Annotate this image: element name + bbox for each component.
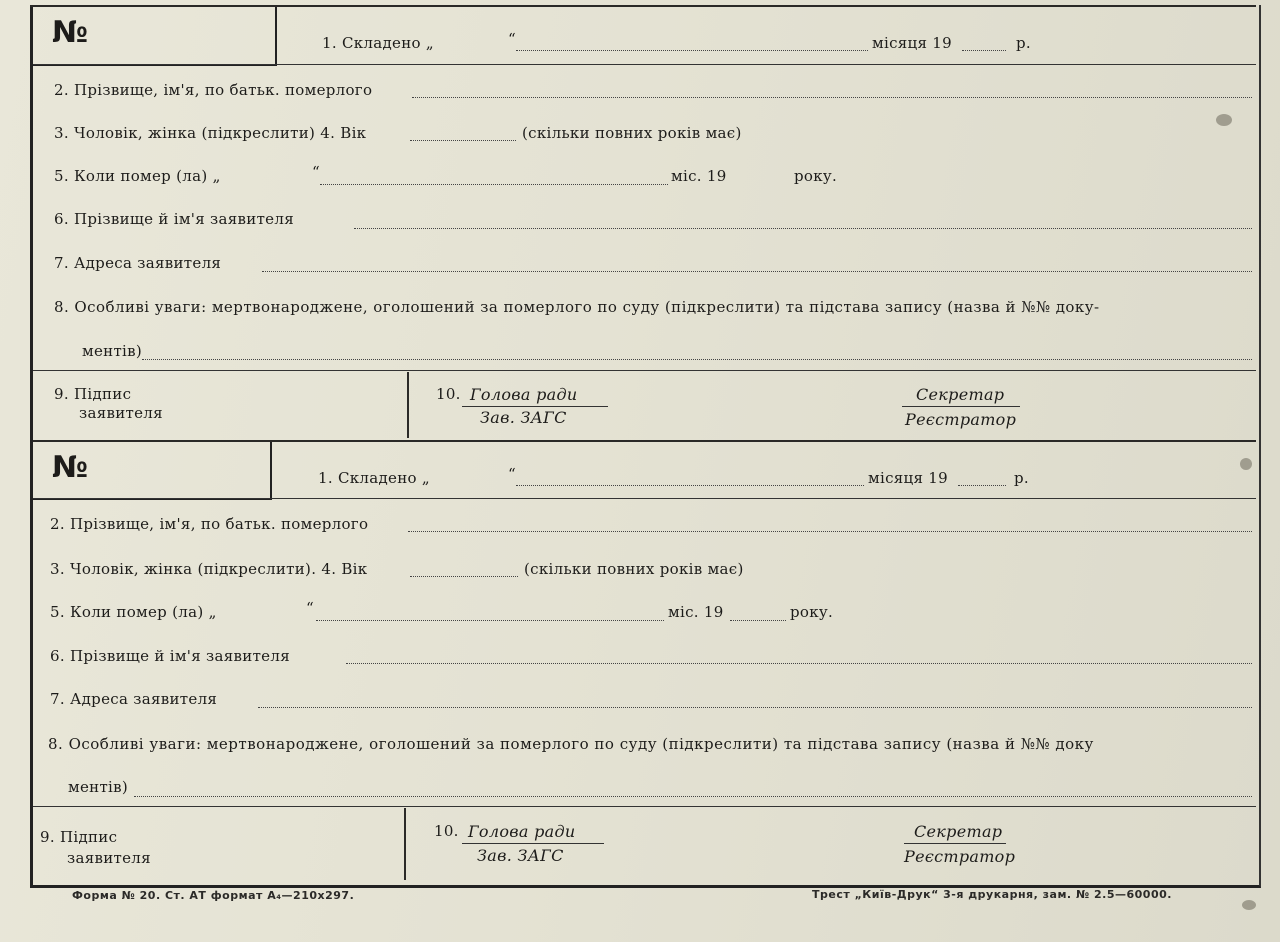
signature-label-num: 9. Підпис (54, 385, 132, 403)
death-date-label: 5. Коли помер (ла) „ (50, 603, 217, 621)
deceased-name-label: 2. Прізвище, ім'я, по батьк. померлого (50, 515, 369, 533)
sex-age-label: 3. Чоловік, жінка (підкреслити) 4. Вік (54, 124, 367, 142)
special-notes-field[interactable] (142, 359, 1252, 360)
applicant-name-field[interactable] (346, 663, 1252, 664)
death-year-field[interactable] (730, 620, 786, 621)
quote-open: “ (508, 30, 516, 48)
signature-divider (407, 372, 409, 438)
month-label: місяця 19 (868, 469, 948, 487)
deceased-name-field[interactable] (412, 97, 1252, 98)
registrar-label: Реєстратор (905, 410, 1017, 429)
year-field[interactable] (958, 485, 1006, 486)
registry-head-label: Зав. ЗАГС (480, 408, 567, 427)
number-sign: № (52, 450, 89, 485)
secretary-label: Секретар (914, 822, 1003, 841)
row-rule (33, 370, 1256, 371)
registry-head-label: Зав. ЗАГС (477, 846, 564, 865)
applicant-address-label: 7. Адреса заявителя (50, 690, 218, 708)
paper-stain (1240, 458, 1252, 470)
row-rule (33, 64, 1256, 65)
special-notes-field[interactable] (134, 796, 1252, 797)
quote-open-2: “ (312, 163, 320, 181)
deceased-name-field[interactable] (408, 531, 1252, 532)
paper-stain (1216, 114, 1232, 126)
head-of-council-label: Голова ради (468, 822, 576, 841)
death-year-suffix: року. (790, 603, 834, 621)
head-signature-num: 10. (436, 385, 461, 403)
death-month-label: міс. 19 (668, 603, 724, 621)
signature-label-num: 9. Підпис (40, 828, 118, 846)
fraction-line (462, 843, 604, 844)
fraction-line (902, 406, 1020, 407)
year-field[interactable] (962, 50, 1006, 51)
paper-stain (1242, 900, 1256, 910)
applicant-name-label: 6. Прізвище й ім'я заявителя (50, 647, 290, 665)
signature-divider (404, 808, 406, 880)
fraction-line (904, 843, 1006, 844)
death-date-field[interactable] (316, 620, 664, 621)
special-notes-cont: ментів) (82, 342, 143, 360)
age-note: (скільки повних років має) (522, 124, 742, 142)
sex-age-label: 3. Чоловік, жінка (підкреслити). 4. Вік (50, 560, 368, 578)
applicant-address-label: 7. Адреса заявителя (54, 254, 222, 272)
row-rule (33, 806, 1256, 807)
applicant-name-field[interactable] (354, 228, 1252, 229)
year-suffix: р. (1014, 469, 1029, 487)
special-notes-label: 8. Особливі уваги: мертвонароджене, оголошений за померлого по суду (підкреслити) та підстава запису (назва й №№ доку- (54, 298, 1100, 316)
head-of-council-label: Голова ради (470, 385, 578, 404)
form-code: Форма № 20. Ст. АТ формат А₄—210х297. (72, 889, 355, 902)
death-date-field[interactable] (320, 184, 668, 185)
row-compiled-label: 1. Складено „ (318, 469, 430, 487)
registrar-label: Реєстратор (904, 847, 1016, 866)
age-note: (скільки повних років має) (524, 560, 744, 578)
fraction-line (462, 406, 608, 407)
printer-imprint: Трест „Київ-Друк“ 3-я друкарня, зам. № 2.5—60000. (812, 888, 1172, 901)
death-date-label: 5. Коли помер (ла) „ (54, 167, 221, 185)
row-rule (33, 498, 1256, 499)
number-sign: № (52, 15, 89, 50)
date-field[interactable] (516, 50, 868, 51)
applicant-name-label: 6. Прізвище й ім'я заявителя (54, 210, 294, 228)
signature-label-word: заявителя (67, 849, 151, 867)
secretary-label: Секретар (916, 385, 1005, 404)
quote-open-2: “ (306, 599, 314, 617)
deceased-name-label: 2. Прізвище, ім'я, по батьк. померлого (54, 81, 373, 99)
applicant-address-field[interactable] (262, 271, 1252, 272)
year-suffix: р. (1016, 34, 1031, 52)
age-field[interactable] (410, 576, 518, 577)
month-label: місяця 19 (872, 34, 952, 52)
death-year-suffix: року. (794, 167, 838, 185)
age-field[interactable] (410, 140, 516, 141)
row-compiled-label: 1. Складено „ (322, 34, 434, 52)
head-signature-num: 10. (434, 822, 459, 840)
special-notes-label: 8. Особливі уваги: мертвонароджене, оголошений за померлого по суду (підкреслити) та підстава запису (назва й №№ доку (48, 735, 1094, 753)
special-notes-cont: ментів) (68, 778, 129, 796)
signature-label-word: заявителя (79, 404, 163, 422)
applicant-address-field[interactable] (258, 707, 1252, 708)
quote-open: “ (508, 465, 516, 483)
death-month-label: міс. 19 (671, 167, 727, 185)
date-field[interactable] (516, 485, 864, 486)
